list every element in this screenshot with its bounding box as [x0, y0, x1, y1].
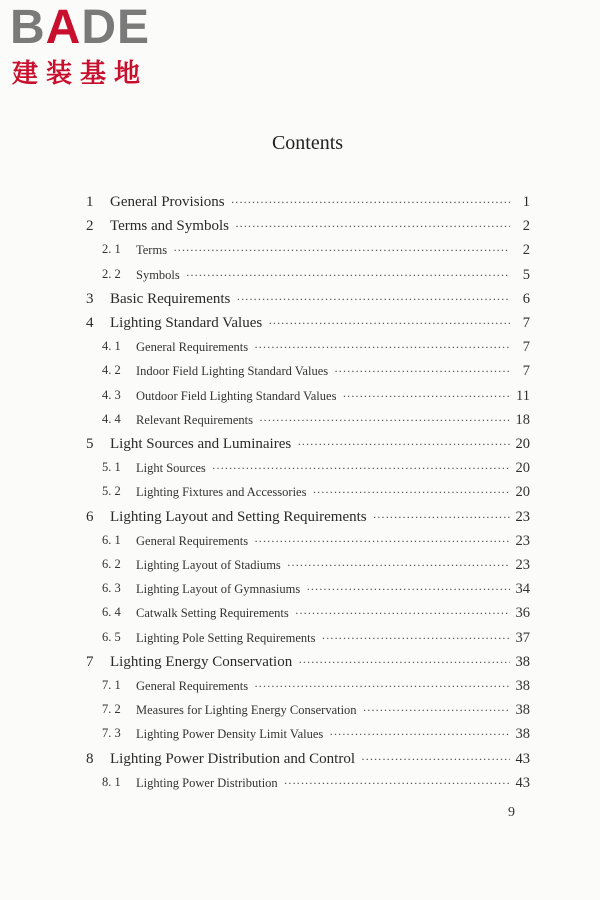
toc-entry-number: 5. 2 — [102, 484, 121, 499]
toc-entry-title: Lighting Pole Setting Requirements — [136, 630, 316, 645]
toc-dot-leader — [312, 485, 510, 500]
toc-section-row — [0, 388, 600, 405]
toc-page-cell — [514, 242, 530, 259]
toc-entry-page: 34 — [515, 581, 530, 598]
toc-page-cell — [514, 678, 530, 695]
toc-entry-number: 6. 5 — [102, 629, 121, 644]
toc-entry-title: Lighting Power Density Limit Values — [136, 727, 324, 742]
toc-entry-page: 20 — [515, 436, 530, 452]
toc-entry-title: Lighting Layout of Stadiums — [136, 558, 281, 572]
toc-chapter-row — [0, 436, 600, 453]
toc-entry-title: Outdoor Field Lighting Standard Values — [136, 388, 337, 403]
toc-entry-page: 7 — [522, 339, 530, 356]
toc-section-row — [0, 702, 600, 719]
toc-entry-page: 18 — [515, 411, 530, 428]
toc-page-cell — [514, 388, 530, 405]
toc-entry-number: 2. 1 — [102, 242, 121, 257]
toc-chapter-row — [0, 654, 600, 671]
toc-dot-leader — [373, 510, 510, 525]
toc-entry-number: 7. 2 — [102, 702, 121, 717]
logo-subtitle: 建装基地 — [12, 59, 149, 89]
toc-entry-number: 4. 3 — [102, 387, 121, 402]
toc-page-cell — [514, 436, 530, 453]
toc-entry-number: 8 — [86, 750, 94, 767]
toc-entry-page: 38 — [515, 653, 530, 670]
toc-page-cell — [514, 751, 530, 768]
toc-section-row — [0, 726, 600, 743]
toc-entry-title: Relevant Requirements — [136, 412, 253, 427]
toc-entry-page: 5 — [522, 266, 530, 283]
toc-page-cell — [514, 702, 530, 719]
toc-entry-title: Lighting Power Distribution — [136, 775, 278, 790]
toc-dot-leader — [322, 631, 511, 646]
toc-entry-number: 7 — [86, 653, 94, 670]
toc-page-cell — [514, 267, 530, 284]
toc-dot-leader — [254, 679, 510, 694]
toc-entry-page: 23 — [515, 508, 530, 525]
toc-dot-leader — [284, 776, 510, 791]
toc-entry-title: Lighting Layout and Setting Requirements — [110, 508, 367, 525]
toc-dot-leader — [298, 655, 510, 670]
toc-page-cell — [514, 291, 530, 308]
toc-dot-leader — [254, 340, 510, 355]
toc-entry-title: Indoor Field Lighting Standard Values — [136, 364, 329, 379]
toc-entry-number: 1 — [86, 194, 94, 210]
toc-chapter-row — [0, 751, 600, 768]
toc-page-cell — [514, 726, 530, 743]
toc-dot-leader — [268, 316, 510, 331]
toc-section-row — [0, 484, 600, 501]
toc-entry-page: 2 — [522, 242, 530, 259]
toc-section-row — [0, 775, 600, 792]
toc-entry-title: Light Sources — [136, 461, 206, 476]
toc-entry-number: 4 — [86, 315, 94, 331]
toc-page-cell — [514, 363, 530, 380]
toc-entry-number: 4. 1 — [102, 339, 121, 354]
toc-entry-page: 38 — [515, 726, 530, 743]
toc-entry-title: Symbols — [136, 267, 180, 282]
toc-entry-page: 36 — [515, 605, 530, 622]
toc-page-cell — [514, 557, 530, 574]
toc-entry-page: 7 — [522, 363, 530, 380]
toc-entry-number: 4. 4 — [102, 411, 121, 426]
toc-dot-leader — [173, 243, 510, 258]
toc-entry-title: Lighting Standard Values — [110, 315, 263, 331]
toc-entry-number: 6. 3 — [102, 581, 121, 596]
toc-entry-page: 11 — [516, 387, 530, 404]
toc-entry-number: 2 — [86, 218, 94, 235]
toc-page-cell — [514, 605, 530, 622]
toc-entry-title: Lighting Power Distribution and Control — [110, 750, 355, 767]
toc-entry-number: 7. 1 — [102, 678, 121, 692]
toc-dot-leader — [363, 703, 510, 718]
toc-page-cell — [514, 218, 530, 235]
toc-entry-page: 7 — [522, 315, 530, 331]
toc-dot-leader — [334, 364, 510, 379]
toc-entry-title: Basic Requirements — [110, 290, 231, 307]
toc-dot-leader — [342, 389, 510, 404]
toc-entry-number: 6 — [86, 508, 94, 525]
toc-entry-number: 3 — [86, 290, 94, 307]
toc-dot-leader — [295, 606, 510, 621]
toc-entry-page: 20 — [515, 460, 530, 477]
toc-entry-title: General Requirements — [136, 533, 249, 548]
toc-entry-page: 38 — [515, 678, 530, 694]
toc-entry-page: 43 — [515, 774, 530, 791]
toc-section-row — [0, 533, 600, 550]
toc-entry-number: 5 — [86, 436, 94, 452]
toc-entry-number: 5. 1 — [102, 460, 121, 475]
toc-entry-title: Terms — [136, 243, 168, 258]
toc-entry-number: 6. 1 — [102, 532, 121, 547]
toc-section-row — [0, 339, 600, 356]
toc-page-cell — [514, 460, 530, 477]
toc-entry-title: General Requirements — [136, 679, 249, 693]
toc-page-cell — [514, 194, 530, 211]
toc-page-cell — [514, 533, 530, 550]
toc-page-cell — [514, 412, 530, 429]
toc-dot-leader — [231, 195, 510, 210]
toc-dot-leader — [235, 219, 510, 234]
toc-chapter-row — [0, 315, 600, 332]
toc-section-row — [0, 557, 600, 574]
toc-chapter-row — [0, 291, 600, 308]
toc-entry-number: 7. 3 — [102, 726, 121, 741]
toc-chapter-row — [0, 509, 600, 526]
logo-letter-a: A — [45, 1, 82, 54]
toc-section-row — [0, 581, 600, 598]
toc-dot-leader — [254, 534, 510, 549]
toc-section-row — [0, 242, 600, 259]
toc-section-row — [0, 412, 600, 429]
page-title: Contents — [271, 132, 344, 154]
toc-section-row — [0, 267, 600, 284]
toc-page-cell — [514, 630, 530, 647]
toc-dot-leader — [306, 582, 510, 597]
toc-page-cell — [514, 654, 530, 671]
toc-entry-page: 23 — [515, 532, 530, 549]
toc-entry-page: 20 — [515, 484, 530, 501]
toc-dot-leader — [259, 413, 510, 428]
toc-entry-page: 2 — [522, 218, 530, 235]
toc-entry-page: 38 — [515, 702, 530, 719]
toc-entry-title: Light Sources and Luminaires — [110, 436, 292, 452]
toc-entry-title: Catwalk Setting Requirements — [136, 606, 289, 621]
toc-entry-page: 37 — [515, 629, 530, 646]
toc-entry-page: 23 — [515, 557, 530, 573]
toc-section-row — [0, 363, 600, 380]
toc-entry-title: General Provisions — [110, 194, 225, 210]
toc-section-row — [0, 678, 600, 695]
toc-chapter-row — [0, 218, 600, 235]
toc-entry-title: Lighting Layout of Gymnasiums — [136, 582, 301, 597]
toc-entry-title: Terms and Symbols — [110, 218, 229, 235]
toc-page-cell — [514, 339, 530, 356]
toc-entry-page: 43 — [515, 750, 530, 767]
toc-page-cell — [514, 484, 530, 501]
page-number: 9 — [508, 805, 515, 820]
toc-section-row — [0, 605, 600, 622]
toc-entry-title: Lighting Energy Conservation — [110, 653, 293, 670]
toc-section-row — [0, 460, 600, 477]
toc-entry-number: 6. 4 — [102, 605, 121, 620]
logo-letter-b: B — [10, 1, 46, 54]
toc-page-cell — [514, 581, 530, 598]
toc-entry-number: 2. 2 — [102, 266, 121, 281]
toc-dot-leader — [329, 727, 510, 742]
toc-page-cell — [514, 509, 530, 526]
toc-chapter-row — [0, 194, 600, 211]
toc-entry-page: 6 — [522, 290, 530, 307]
toc-dot-leader — [287, 558, 510, 573]
logo-letters-de: DE — [81, 1, 151, 54]
toc-page-cell — [514, 315, 530, 332]
toc-entry-number: 4. 2 — [102, 363, 121, 378]
toc-entry-page: 1 — [522, 194, 530, 210]
toc-entry-number: 6. 2 — [102, 557, 121, 571]
toc-dot-leader — [236, 292, 510, 307]
toc-dot-leader — [212, 461, 510, 476]
toc-entry-title: General Requirements — [136, 340, 249, 355]
toc-entry-title: Lighting Fixtures and Accessories — [136, 485, 307, 500]
toc-dot-leader — [186, 268, 510, 283]
toc-dot-leader — [361, 752, 510, 767]
toc-page-cell — [514, 775, 530, 792]
toc-section-row — [0, 630, 600, 647]
toc-dot-leader — [297, 437, 510, 452]
toc-entry-title: Measures for Lighting Energy Conservation — [136, 703, 357, 718]
toc-entry-number: 8. 1 — [102, 774, 121, 789]
